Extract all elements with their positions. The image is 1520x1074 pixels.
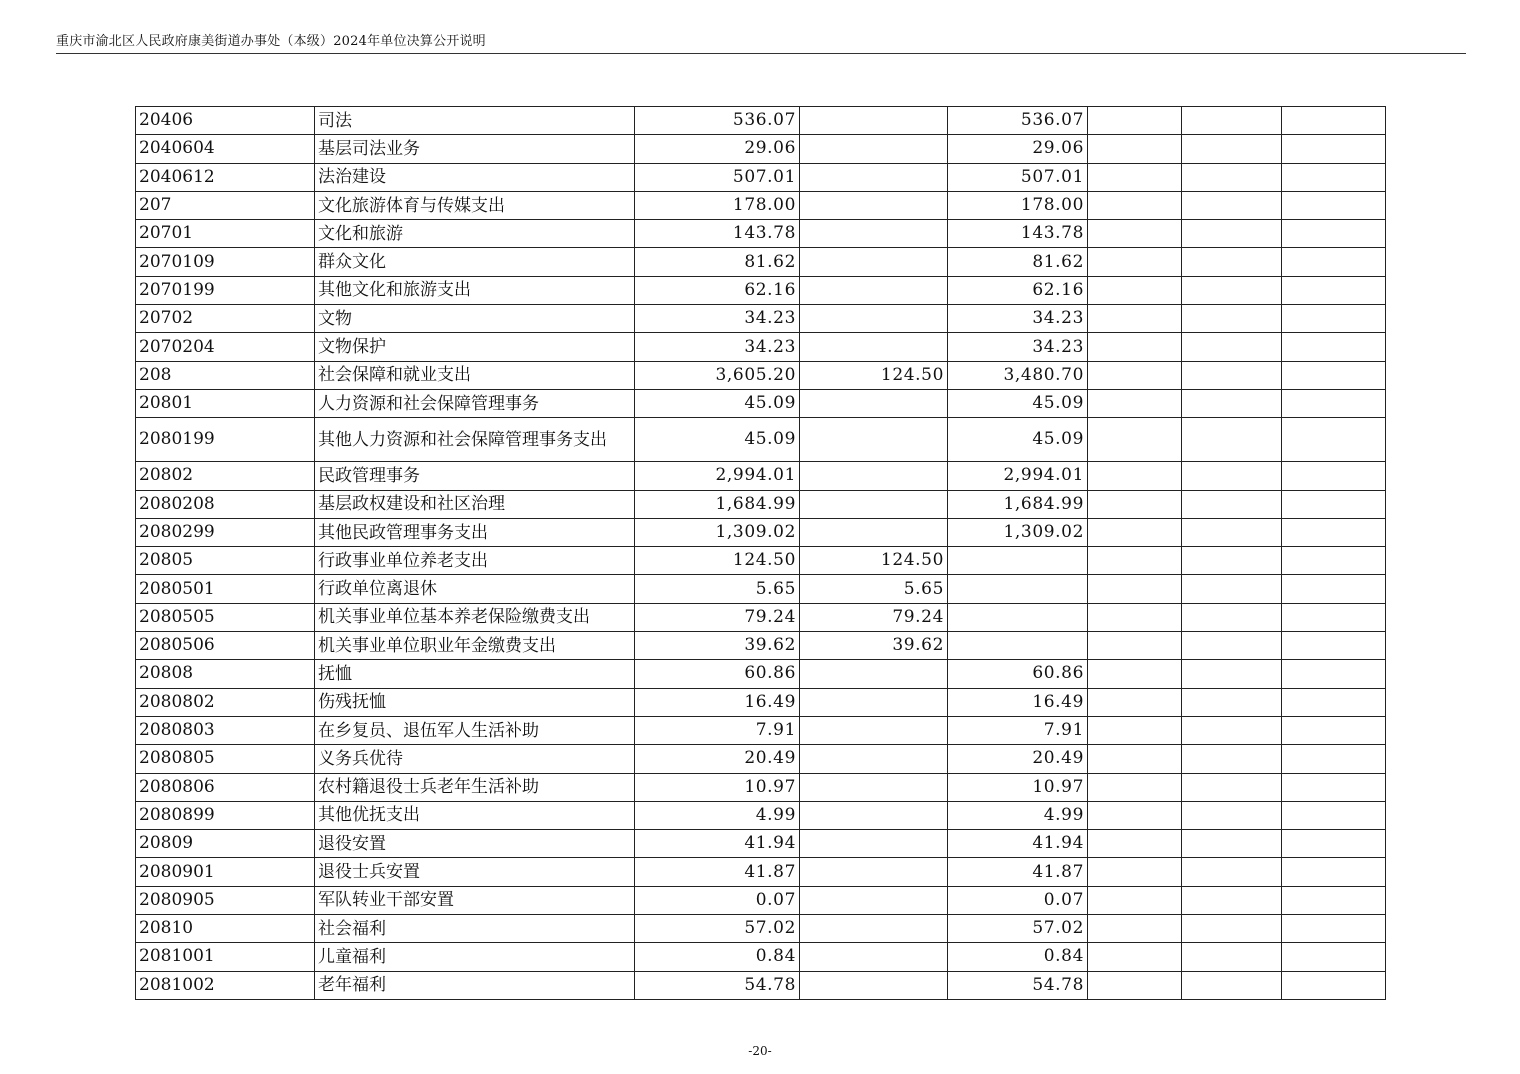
- cell-total-expenditure: 57.02: [635, 915, 800, 943]
- cell-column-7: [1182, 886, 1282, 914]
- cell-basic-expenditure: [800, 830, 948, 858]
- cell-subject-name: 基层政权建设和社区治理: [315, 490, 635, 518]
- cell-subject-code: 2040612: [136, 163, 315, 191]
- cell-column-7: [1182, 971, 1282, 999]
- cell-column-8: [1282, 333, 1386, 361]
- cell-column-6: [1088, 745, 1182, 773]
- cell-subject-name: 机关事业单位职业年金缴费支出: [315, 632, 635, 660]
- cell-basic-expenditure: [800, 462, 948, 490]
- document-header-title: 重庆市渝北区人民政府康美街道办事处（本级）2024年单位决算公开说明: [56, 34, 486, 49]
- table-row: [136, 688, 1386, 716]
- cell-subject-name: 社会福利: [315, 915, 635, 943]
- cell-project-expenditure: 0.84: [948, 943, 1088, 971]
- cell-basic-expenditure: [800, 220, 948, 248]
- cell-basic-expenditure: [800, 418, 948, 462]
- cell-column-7: [1182, 276, 1282, 304]
- cell-subject-code: 2080806: [136, 773, 315, 801]
- cell-column-7: [1182, 305, 1282, 333]
- table-row: [136, 971, 1386, 999]
- cell-column-8: [1282, 135, 1386, 163]
- cell-project-expenditure: [948, 632, 1088, 660]
- cell-column-8: [1282, 547, 1386, 575]
- cell-column-6: [1088, 886, 1182, 914]
- cell-column-8: [1282, 163, 1386, 191]
- cell-basic-expenditure: [800, 773, 948, 801]
- table-row: [136, 305, 1386, 333]
- cell-subject-name: 在乡复员、退伍军人生活补助: [315, 716, 635, 744]
- cell-subject-name: 其他优抚支出: [315, 801, 635, 829]
- cell-subject-code: 20801: [136, 389, 315, 417]
- table-row: [136, 418, 1386, 462]
- cell-project-expenditure: 1,684.99: [948, 490, 1088, 518]
- cell-column-7: [1182, 632, 1282, 660]
- cell-column-8: [1282, 518, 1386, 546]
- cell-column-6: [1088, 163, 1182, 191]
- cell-total-expenditure: 178.00: [635, 191, 800, 219]
- cell-subject-code: 2080299: [136, 518, 315, 546]
- cell-column-8: [1282, 971, 1386, 999]
- cell-basic-expenditure: [800, 490, 948, 518]
- cell-project-expenditure: 7.91: [948, 716, 1088, 744]
- cell-basic-expenditure: [800, 858, 948, 886]
- cell-subject-code: 2070199: [136, 276, 315, 304]
- table-row: [136, 716, 1386, 744]
- cell-basic-expenditure: [800, 107, 948, 135]
- cell-project-expenditure: 41.87: [948, 858, 1088, 886]
- table-row: [136, 333, 1386, 361]
- cell-subject-code: 20702: [136, 305, 315, 333]
- cell-column-7: [1182, 220, 1282, 248]
- cell-subject-code: 2080803: [136, 716, 315, 744]
- cell-total-expenditure: 10.97: [635, 773, 800, 801]
- cell-column-6: [1088, 603, 1182, 631]
- cell-basic-expenditure: 79.24: [800, 603, 948, 631]
- cell-project-expenditure: 178.00: [948, 191, 1088, 219]
- cell-column-6: [1088, 389, 1182, 417]
- cell-project-expenditure: 81.62: [948, 248, 1088, 276]
- cell-column-6: [1088, 276, 1182, 304]
- cell-column-8: [1282, 886, 1386, 914]
- cell-project-expenditure: 507.01: [948, 163, 1088, 191]
- cell-total-expenditure: 39.62: [635, 632, 800, 660]
- cell-column-7: [1182, 915, 1282, 943]
- table-row: [136, 361, 1386, 389]
- cell-column-7: [1182, 333, 1282, 361]
- cell-column-7: [1182, 745, 1282, 773]
- table-row: [136, 660, 1386, 688]
- cell-project-expenditure: 143.78: [948, 220, 1088, 248]
- cell-column-8: [1282, 490, 1386, 518]
- cell-total-expenditure: 124.50: [635, 547, 800, 575]
- cell-subject-name: 行政事业单位养老支出: [315, 547, 635, 575]
- cell-column-6: [1088, 333, 1182, 361]
- cell-subject-name: 文物保护: [315, 333, 635, 361]
- budget-expenditure-table: [135, 106, 1386, 1000]
- cell-subject-code: 208: [136, 361, 315, 389]
- cell-total-expenditure: 20.49: [635, 745, 800, 773]
- cell-total-expenditure: 79.24: [635, 603, 800, 631]
- cell-column-6: [1088, 248, 1182, 276]
- cell-column-7: [1182, 361, 1282, 389]
- cell-total-expenditure: 16.49: [635, 688, 800, 716]
- cell-project-expenditure: 10.97: [948, 773, 1088, 801]
- cell-column-7: [1182, 858, 1282, 886]
- table-row: [136, 191, 1386, 219]
- cell-subject-name: 民政管理事务: [315, 462, 635, 490]
- cell-column-6: [1088, 660, 1182, 688]
- cell-column-8: [1282, 389, 1386, 417]
- cell-subject-code: 2080901: [136, 858, 315, 886]
- table-row: [136, 886, 1386, 914]
- cell-subject-name: 机关事业单位基本养老保险缴费支出: [315, 603, 635, 631]
- cell-subject-name: 司法: [315, 107, 635, 135]
- cell-total-expenditure: 54.78: [635, 971, 800, 999]
- cell-subject-code: 20406: [136, 107, 315, 135]
- table-row: [136, 220, 1386, 248]
- cell-basic-expenditure: [800, 518, 948, 546]
- cell-column-6: [1088, 830, 1182, 858]
- cell-subject-name: 其他文化和旅游支出: [315, 276, 635, 304]
- cell-column-8: [1282, 462, 1386, 490]
- cell-subject-name: 其他民政管理事务支出: [315, 518, 635, 546]
- cell-column-6: [1088, 915, 1182, 943]
- cell-project-expenditure: [948, 547, 1088, 575]
- cell-basic-expenditure: [800, 943, 948, 971]
- cell-column-8: [1282, 915, 1386, 943]
- cell-column-8: [1282, 220, 1386, 248]
- cell-basic-expenditure: [800, 191, 948, 219]
- cell-column-8: [1282, 418, 1386, 462]
- cell-subject-name: 法治建设: [315, 163, 635, 191]
- cell-subject-code: 2080506: [136, 632, 315, 660]
- cell-project-expenditure: 54.78: [948, 971, 1088, 999]
- cell-column-7: [1182, 518, 1282, 546]
- cell-total-expenditure: 81.62: [635, 248, 800, 276]
- cell-total-expenditure: 41.94: [635, 830, 800, 858]
- table-row: [136, 915, 1386, 943]
- cell-column-8: [1282, 191, 1386, 219]
- cell-project-expenditure: 57.02: [948, 915, 1088, 943]
- cell-basic-expenditure: [800, 248, 948, 276]
- cell-total-expenditure: 5.65: [635, 575, 800, 603]
- cell-column-7: [1182, 107, 1282, 135]
- cell-column-7: [1182, 688, 1282, 716]
- cell-basic-expenditure: [800, 305, 948, 333]
- cell-basic-expenditure: [800, 660, 948, 688]
- cell-column-6: [1088, 107, 1182, 135]
- cell-project-expenditure: 41.94: [948, 830, 1088, 858]
- cell-subject-code: 2080802: [136, 688, 315, 716]
- cell-total-expenditure: 41.87: [635, 858, 800, 886]
- cell-basic-expenditure: [800, 276, 948, 304]
- cell-column-6: [1088, 220, 1182, 248]
- cell-project-expenditure: 2,994.01: [948, 462, 1088, 490]
- cell-column-6: [1088, 716, 1182, 744]
- cell-total-expenditure: 2,994.01: [635, 462, 800, 490]
- cell-basic-expenditure: [800, 801, 948, 829]
- cell-column-8: [1282, 660, 1386, 688]
- cell-column-8: [1282, 361, 1386, 389]
- cell-column-8: [1282, 773, 1386, 801]
- cell-column-8: [1282, 830, 1386, 858]
- cell-subject-name: 老年福利: [315, 971, 635, 999]
- cell-project-expenditure: 20.49: [948, 745, 1088, 773]
- cell-column-8: [1282, 632, 1386, 660]
- cell-column-7: [1182, 191, 1282, 219]
- cell-project-expenditure: 4.99: [948, 801, 1088, 829]
- table-row: [136, 745, 1386, 773]
- cell-basic-expenditure: [800, 163, 948, 191]
- cell-column-6: [1088, 632, 1182, 660]
- cell-basic-expenditure: [800, 688, 948, 716]
- cell-subject-code: 2080805: [136, 745, 315, 773]
- cell-subject-code: 20810: [136, 915, 315, 943]
- table-row: [136, 858, 1386, 886]
- cell-project-expenditure: 62.16: [948, 276, 1088, 304]
- cell-total-expenditure: 0.84: [635, 943, 800, 971]
- cell-column-6: [1088, 490, 1182, 518]
- cell-column-6: [1088, 688, 1182, 716]
- cell-total-expenditure: 34.23: [635, 305, 800, 333]
- cell-column-7: [1182, 716, 1282, 744]
- cell-subject-code: 2081001: [136, 943, 315, 971]
- cell-subject-code: 20802: [136, 462, 315, 490]
- table-row: [136, 276, 1386, 304]
- cell-project-expenditure: [948, 603, 1088, 631]
- cell-column-6: [1088, 547, 1182, 575]
- table-body: [136, 107, 1386, 1000]
- table-row: [136, 389, 1386, 417]
- cell-subject-code: 2040604: [136, 135, 315, 163]
- cell-subject-code: 2080501: [136, 575, 315, 603]
- cell-total-expenditure: 1,309.02: [635, 518, 800, 546]
- cell-total-expenditure: 536.07: [635, 107, 800, 135]
- cell-project-expenditure: 1,309.02: [948, 518, 1088, 546]
- cell-column-8: [1282, 716, 1386, 744]
- cell-basic-expenditure: [800, 886, 948, 914]
- cell-subject-name: 其他人力资源和社会保障管理事务支出: [315, 418, 635, 462]
- cell-subject-code: 2080505: [136, 603, 315, 631]
- table-row: [136, 107, 1386, 135]
- cell-subject-name: 文化旅游体育与传媒支出: [315, 191, 635, 219]
- cell-subject-code: 2080899: [136, 801, 315, 829]
- cell-project-expenditure: 45.09: [948, 389, 1088, 417]
- cell-subject-name: 人力资源和社会保障管理事务: [315, 389, 635, 417]
- cell-subject-code: 2070109: [136, 248, 315, 276]
- cell-column-6: [1088, 135, 1182, 163]
- cell-project-expenditure: [948, 575, 1088, 603]
- cell-basic-expenditure: [800, 971, 948, 999]
- cell-column-6: [1088, 361, 1182, 389]
- cell-subject-name: 基层司法业务: [315, 135, 635, 163]
- cell-basic-expenditure: [800, 716, 948, 744]
- cell-subject-code: 2070204: [136, 333, 315, 361]
- cell-subject-code: 2080905: [136, 886, 315, 914]
- cell-subject-code: 20701: [136, 220, 315, 248]
- cell-project-expenditure: 29.06: [948, 135, 1088, 163]
- cell-subject-code: 20808: [136, 660, 315, 688]
- cell-column-7: [1182, 943, 1282, 971]
- cell-basic-expenditure: 124.50: [800, 547, 948, 575]
- cell-subject-name: 伤残抚恤: [315, 688, 635, 716]
- cell-column-7: [1182, 490, 1282, 518]
- cell-subject-code: 20805: [136, 547, 315, 575]
- cell-project-expenditure: 16.49: [948, 688, 1088, 716]
- cell-column-8: [1282, 603, 1386, 631]
- table-row: [136, 248, 1386, 276]
- cell-column-6: [1088, 575, 1182, 603]
- cell-column-6: [1088, 801, 1182, 829]
- cell-project-expenditure: 60.86: [948, 660, 1088, 688]
- cell-subject-name: 行政单位离退休: [315, 575, 635, 603]
- cell-column-8: [1282, 858, 1386, 886]
- cell-column-8: [1282, 943, 1386, 971]
- cell-project-expenditure: 536.07: [948, 107, 1088, 135]
- table-row: [136, 943, 1386, 971]
- cell-column-7: [1182, 830, 1282, 858]
- cell-column-7: [1182, 660, 1282, 688]
- cell-column-6: [1088, 462, 1182, 490]
- cell-basic-expenditure: [800, 915, 948, 943]
- cell-subject-name: 群众文化: [315, 248, 635, 276]
- cell-subject-name: 义务兵优待: [315, 745, 635, 773]
- cell-total-expenditure: 4.99: [635, 801, 800, 829]
- cell-total-expenditure: 0.07: [635, 886, 800, 914]
- cell-column-7: [1182, 603, 1282, 631]
- cell-subject-name: 儿童福利: [315, 943, 635, 971]
- cell-column-6: [1088, 943, 1182, 971]
- cell-subject-name: 抚恤: [315, 660, 635, 688]
- cell-project-expenditure: 45.09: [948, 418, 1088, 462]
- cell-basic-expenditure: 5.65: [800, 575, 948, 603]
- cell-total-expenditure: 60.86: [635, 660, 800, 688]
- cell-total-expenditure: 143.78: [635, 220, 800, 248]
- cell-subject-name: 退役士兵安置: [315, 858, 635, 886]
- cell-column-6: [1088, 518, 1182, 546]
- cell-column-6: [1088, 418, 1182, 462]
- cell-total-expenditure: 507.01: [635, 163, 800, 191]
- cell-column-6: [1088, 858, 1182, 886]
- table-row: [136, 603, 1386, 631]
- cell-project-expenditure: 0.07: [948, 886, 1088, 914]
- cell-subject-code: 20809: [136, 830, 315, 858]
- table-row: [136, 773, 1386, 801]
- table-row: [136, 575, 1386, 603]
- cell-column-7: [1182, 418, 1282, 462]
- table-row: [136, 462, 1386, 490]
- page-number: -20-: [748, 1044, 772, 1058]
- cell-subject-name: 农村籍退役士兵老年生活补助: [315, 773, 635, 801]
- cell-column-7: [1182, 773, 1282, 801]
- cell-subject-code: 2080199: [136, 418, 315, 462]
- table-row: [136, 830, 1386, 858]
- header-divider: [56, 53, 1466, 54]
- cell-column-7: [1182, 163, 1282, 191]
- cell-basic-expenditure: [800, 745, 948, 773]
- cell-column-8: [1282, 305, 1386, 333]
- cell-basic-expenditure: 39.62: [800, 632, 948, 660]
- cell-project-expenditure: 3,480.70: [948, 361, 1088, 389]
- table-row: [136, 490, 1386, 518]
- cell-column-7: [1182, 575, 1282, 603]
- cell-subject-name: 社会保障和就业支出: [315, 361, 635, 389]
- cell-project-expenditure: 34.23: [948, 305, 1088, 333]
- cell-subject-name: 退役安置: [315, 830, 635, 858]
- cell-total-expenditure: 3,605.20: [635, 361, 800, 389]
- cell-subject-name: 文化和旅游: [315, 220, 635, 248]
- table-row: [136, 163, 1386, 191]
- table-row: [136, 135, 1386, 163]
- cell-total-expenditure: 1,684.99: [635, 490, 800, 518]
- table-row: [136, 632, 1386, 660]
- cell-column-7: [1182, 462, 1282, 490]
- cell-subject-code: 2081002: [136, 971, 315, 999]
- cell-subject-name: 文物: [315, 305, 635, 333]
- cell-total-expenditure: 7.91: [635, 716, 800, 744]
- cell-column-7: [1182, 801, 1282, 829]
- cell-column-8: [1282, 801, 1386, 829]
- cell-column-6: [1088, 191, 1182, 219]
- cell-column-8: [1282, 276, 1386, 304]
- table-row: [136, 547, 1386, 575]
- cell-subject-code: 2080208: [136, 490, 315, 518]
- cell-total-expenditure: 45.09: [635, 418, 800, 462]
- cell-column-8: [1282, 688, 1386, 716]
- cell-column-8: [1282, 107, 1386, 135]
- cell-column-6: [1088, 305, 1182, 333]
- table-row: [136, 518, 1386, 546]
- table-row: [136, 801, 1386, 829]
- cell-basic-expenditure: [800, 135, 948, 163]
- cell-basic-expenditure: [800, 389, 948, 417]
- cell-basic-expenditure: [800, 333, 948, 361]
- cell-total-expenditure: 62.16: [635, 276, 800, 304]
- cell-column-7: [1182, 248, 1282, 276]
- cell-total-expenditure: 34.23: [635, 333, 800, 361]
- cell-column-7: [1182, 135, 1282, 163]
- cell-column-7: [1182, 547, 1282, 575]
- cell-total-expenditure: 45.09: [635, 389, 800, 417]
- cell-project-expenditure: 34.23: [948, 333, 1088, 361]
- cell-column-7: [1182, 389, 1282, 417]
- cell-column-6: [1088, 773, 1182, 801]
- cell-basic-expenditure: 124.50: [800, 361, 948, 389]
- cell-column-8: [1282, 248, 1386, 276]
- cell-total-expenditure: 29.06: [635, 135, 800, 163]
- cell-column-8: [1282, 575, 1386, 603]
- cell-column-6: [1088, 971, 1182, 999]
- cell-column-8: [1282, 745, 1386, 773]
- cell-subject-name: 军队转业干部安置: [315, 886, 635, 914]
- cell-subject-code: 207: [136, 191, 315, 219]
